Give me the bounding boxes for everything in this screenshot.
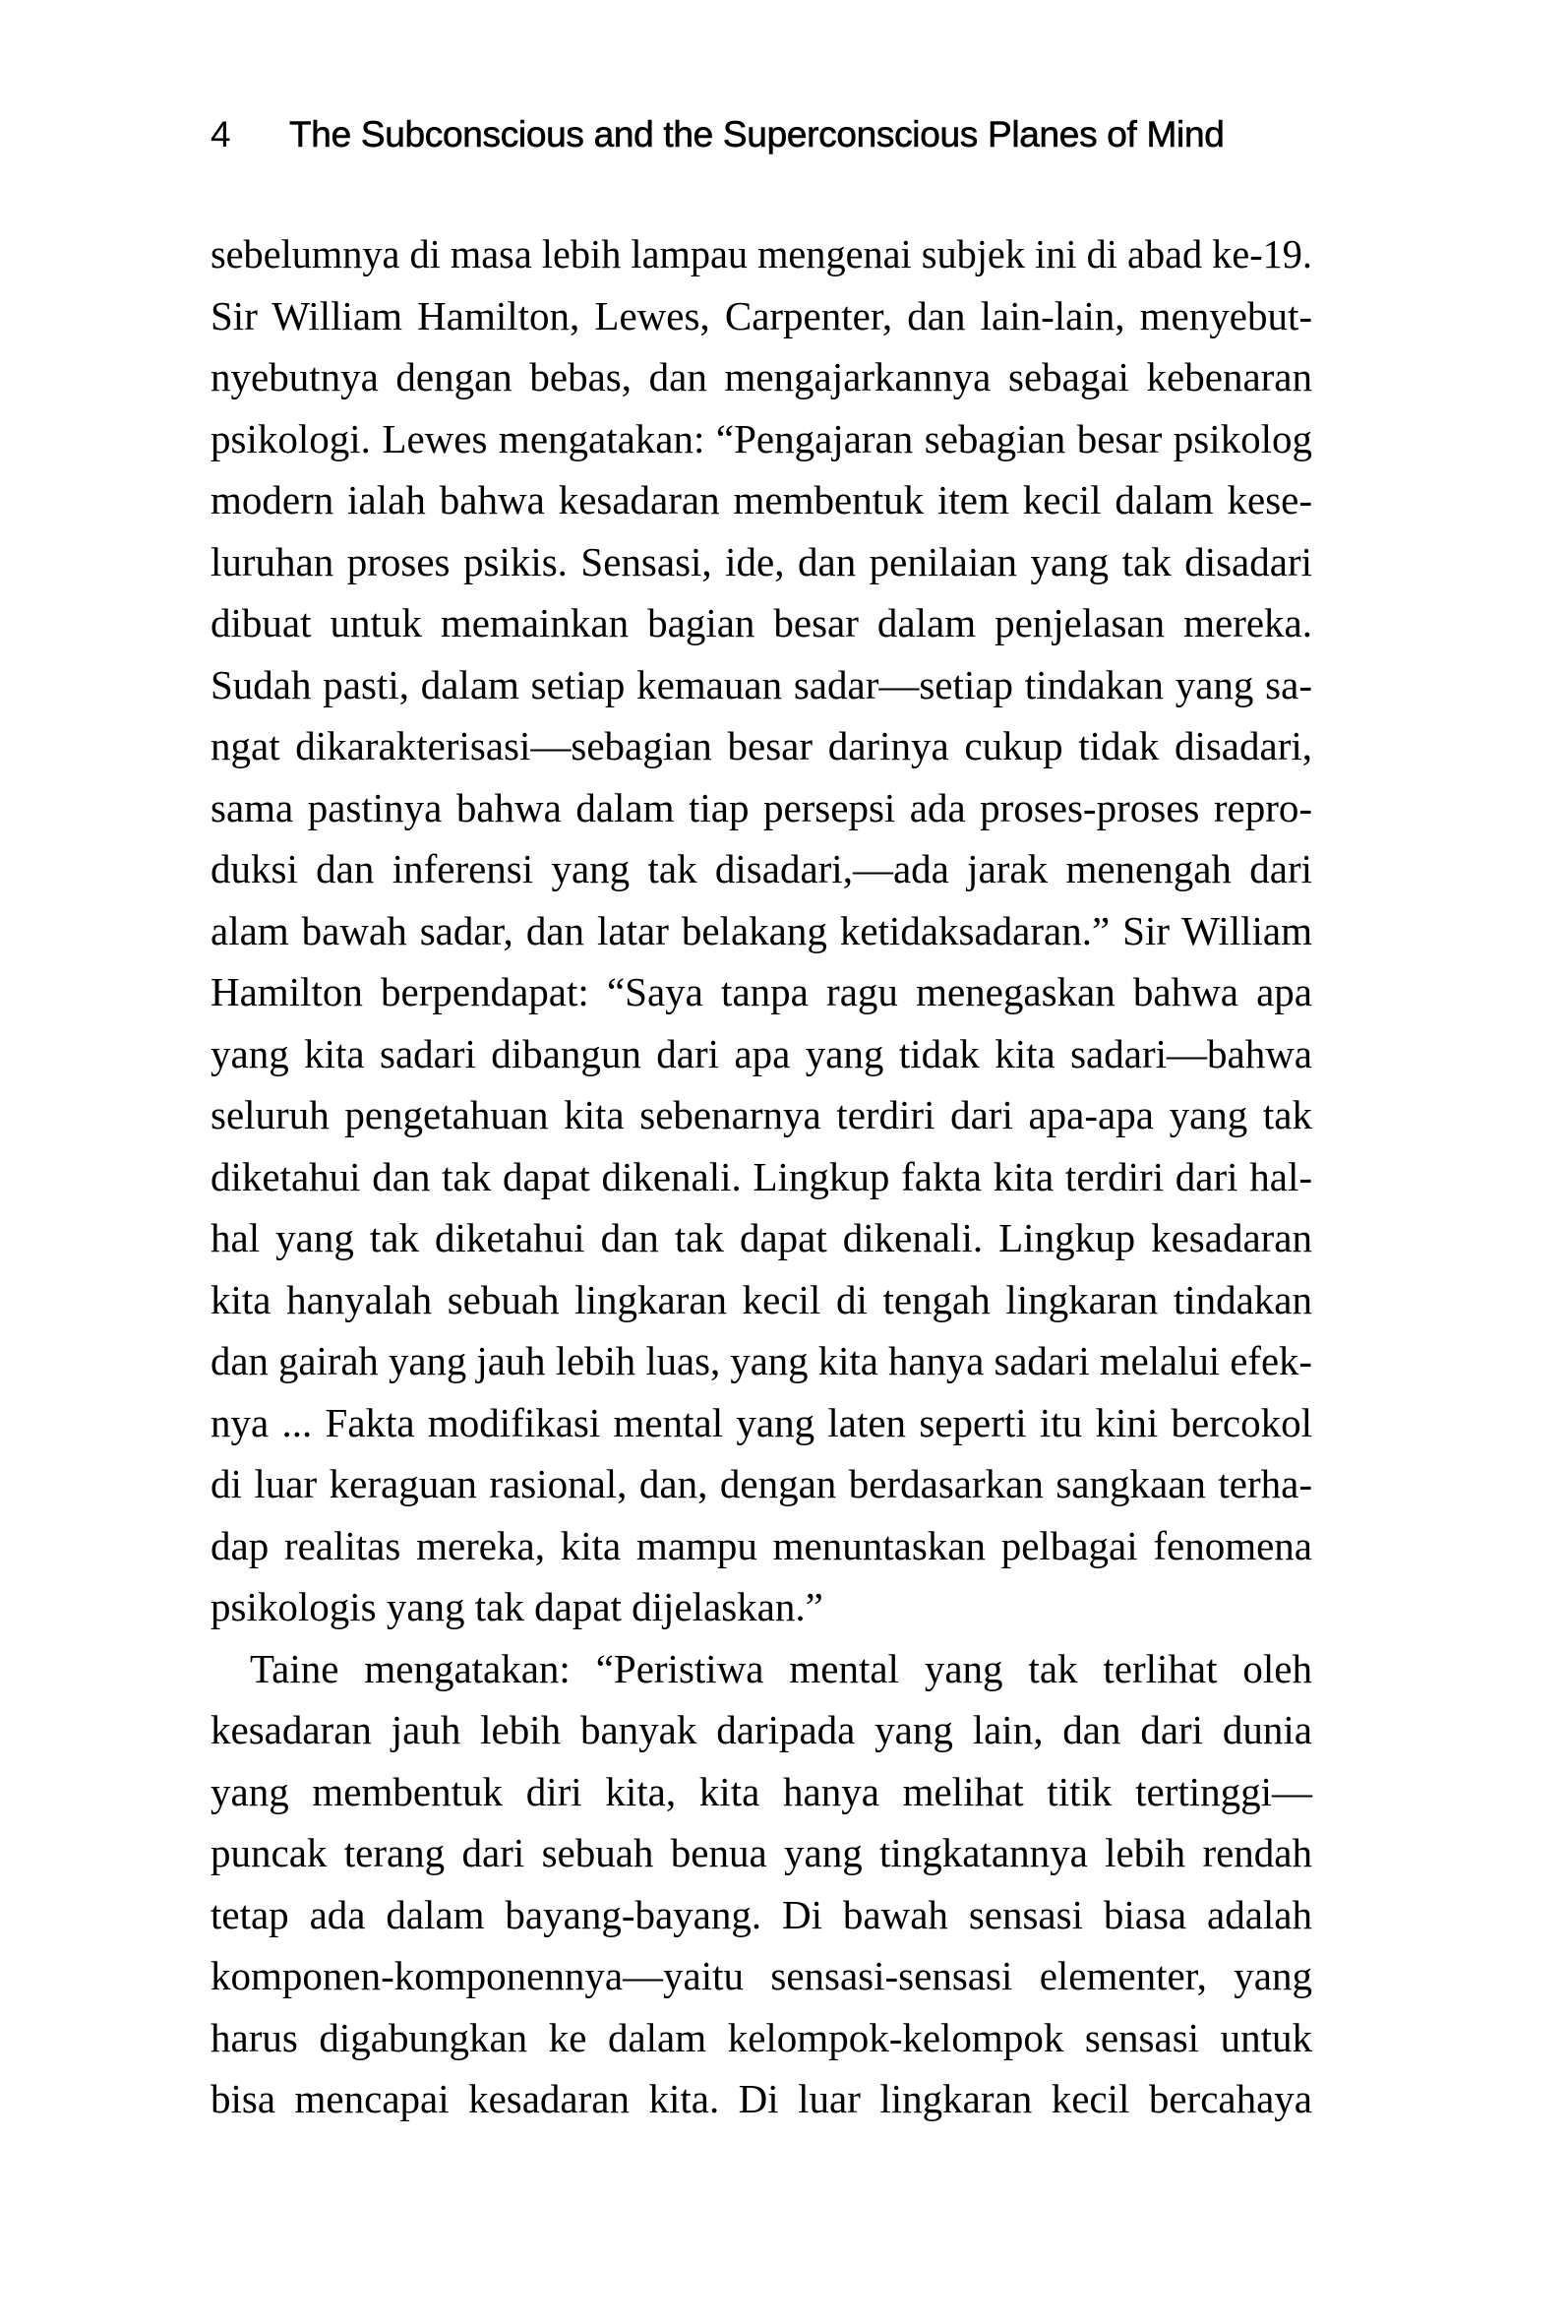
text-line: dibuat untuk memainkan bagian besar dalam penjelasan mereka. bbox=[211, 600, 1312, 645]
text-line: nyebutnya dengan bebas, dan mengajarkannya sebagai kebenaran bbox=[211, 354, 1312, 399]
text-line: Taine mengatakan: “Peristiwa mental yang tak terlihat oleh bbox=[250, 1645, 1312, 1691]
text-line: alam bawah sadar, dan latar belakang ketidaksadaran.” Sir William bbox=[211, 907, 1312, 953]
text-line: modern ialah bahwa kesadaran membentuk item kecil dalam kese- bbox=[211, 477, 1312, 522]
text-line: yang kita sadari dibangun dari apa yang tidak kita sadari—bahwa bbox=[211, 1030, 1312, 1076]
text-line: di luar keraguan rasional, dan, dengan berdasarkan sangkaan terha- bbox=[211, 1461, 1312, 1506]
text-line: luruhan proses psikis. Sensasi, ide, dan penilaian yang tak disadari bbox=[211, 538, 1312, 584]
text-line: hal yang tak diketahui dan tak dapat dikenali. Lingkup kesadaran bbox=[211, 1215, 1312, 1260]
text-line: ngat dikarakterisasi—sebagian besar darinya cukup tidak disadari, bbox=[211, 723, 1312, 768]
text-line: psikologi. Lewes mengatakan: “Pengajaran sebagian besar psikolog bbox=[211, 415, 1312, 461]
text-line: bisa mencapai kesadaran kita. Di luar lingkaran kecil bercahaya bbox=[211, 2076, 1312, 2121]
text-line: harus digabungkan ke dalam kelompok-kelompok sensasi untuk bbox=[211, 2014, 1312, 2060]
text-line: diketahui dan tak dapat dikenali. Lingkup fakta kita terdiri dari hal- bbox=[211, 1153, 1312, 1199]
page-number: 4 bbox=[211, 114, 231, 154]
text-line: Sudah pasti, dalam setiap kemauan sadar—setiap tindakan yang sa- bbox=[211, 661, 1312, 707]
text-line: yang membentuk diri kita, kita hanya melihat titik tertinggi— bbox=[211, 1768, 1312, 1814]
text-line: duksi dan inferensi yang tak disadari,—ada jarak menengah dari bbox=[211, 846, 1312, 891]
running-head-title: The Subconscious and the Superconscious Planes of Mind bbox=[289, 114, 1225, 154]
text-line: tetap ada dalam bayang-bayang. Di bawah sensasi biasa adalah bbox=[211, 1891, 1312, 1937]
text-line: seluruh pengetahuan kita sebenarnya terdiri dari apa-apa yang tak bbox=[211, 1092, 1312, 1137]
text-line: Hamilton berpendapat: “Saya tanpa ragu menegaskan bahwa apa bbox=[211, 969, 1312, 1014]
text-line: dan gairah yang jauh lebih luas, yang kita hanya sadari melalui efek- bbox=[211, 1338, 1312, 1383]
text-line: dap realitas mereka, kita mampu menuntaskan pelbagai fenomena bbox=[211, 1522, 1312, 1568]
text-line: psikologis yang tak dapat dijelaskan.” bbox=[211, 1584, 823, 1629]
text-line: sebelumnya di masa lebih lampau mengenai subjek ini di abad ke-19. bbox=[211, 231, 1312, 276]
text-line: kita hanyalah sebuah lingkaran kecil di tengah lingkaran tindakan bbox=[211, 1276, 1312, 1322]
text-line: puncak terang dari sebuah benua yang tingkatannya lebih rendah bbox=[211, 1830, 1312, 1875]
text-line: komponen-komponennya—yaitu sensasi-sensasi elementer, yang bbox=[211, 1953, 1312, 1998]
text-line: sama pastinya bahwa dalam tiap persepsi ada proses-proses repro- bbox=[211, 784, 1312, 830]
running-head bbox=[211, 110, 1312, 159]
text-line: kesadaran jauh lebih banyak daripada yang lain, dan dari dunia bbox=[211, 1707, 1312, 1752]
text-line: nya ... Fakta modifikasi mental yang laten seperti itu kini bercokol bbox=[211, 1399, 1312, 1445]
text-line: Sir William Hamilton, Lewes, Carpenter, dan lain-lain, menyebut- bbox=[211, 292, 1312, 338]
